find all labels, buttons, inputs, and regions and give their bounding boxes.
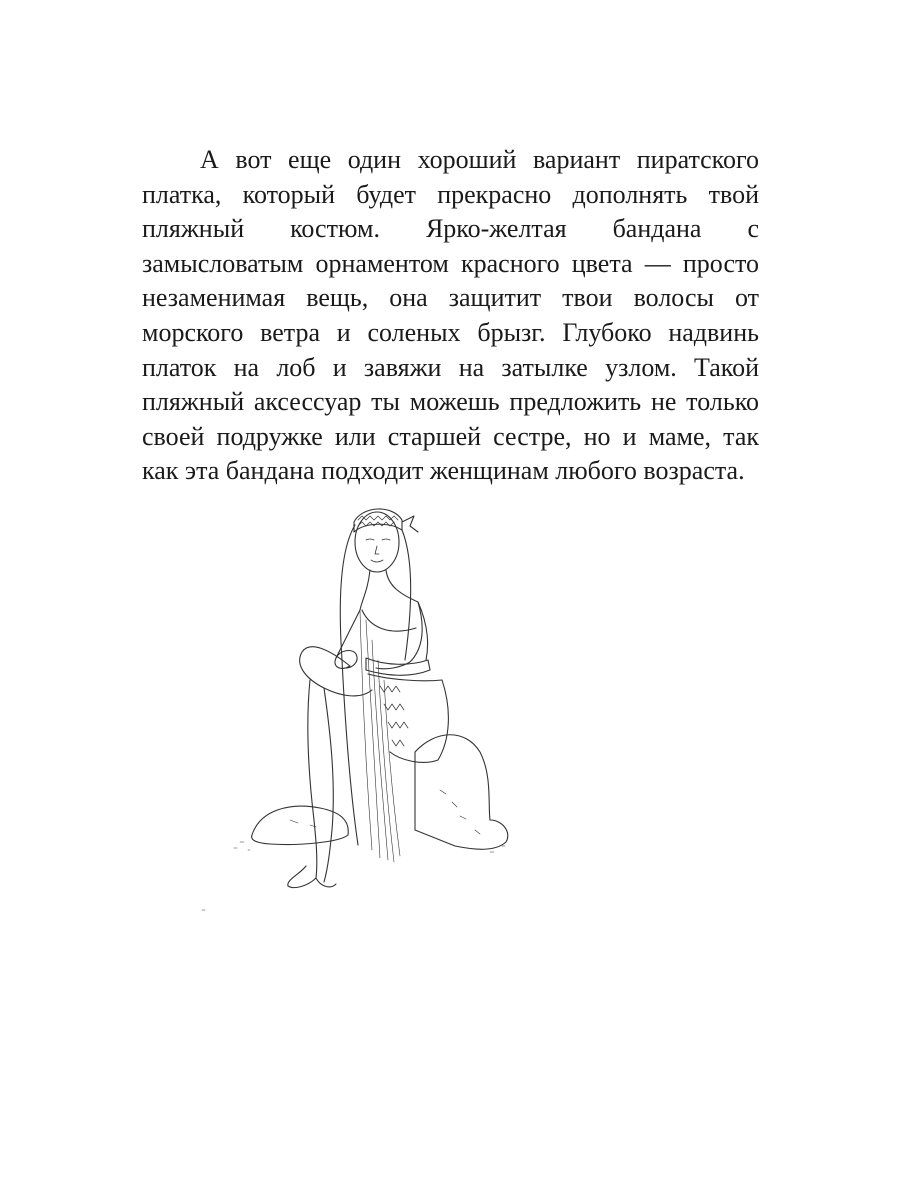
face (355, 512, 399, 572)
lower-leg (288, 680, 333, 888)
skirt (368, 674, 448, 762)
woman-on-rock-illustration (190, 490, 520, 920)
paragraph-line: А вот еще один хороший вариант пиратского (200, 145, 759, 174)
facial-features (366, 539, 390, 562)
paragraph-line: пляжный аксессуар ты можешь предложить не только (142, 387, 759, 417)
paragraph-line: платка, который будет прекрасно дополнять твой (142, 179, 759, 209)
skirt-trim (380, 686, 408, 746)
bandana-knot (402, 516, 418, 532)
rock-right (415, 735, 508, 850)
paragraph-line: пляжный костюм. Ярко-желтая бандана с (142, 214, 759, 244)
paragraph-line: платок на лоб и завяжи на затылке узлом. Такой (142, 352, 759, 382)
paragraph-line: незаменимая вещь, она защитит твои волосы от (142, 283, 759, 313)
foot (316, 878, 336, 887)
body-paragraph (142, 143, 759, 489)
paragraph-line: как эта бандана подходит женщинам любого возраста. (142, 456, 745, 486)
hair-outline (340, 525, 410, 845)
arm (335, 602, 422, 669)
ground-specks (202, 842, 505, 910)
paragraph-line: морского ветра и соленых брызг. Глубоко надвинь (142, 317, 759, 347)
paragraph-line: замысловатым орнаментом красного цвета — просто (142, 248, 759, 278)
rock-left (252, 806, 349, 844)
paragraph-line: своей подружке или старшей сестре, но и маме, так (142, 421, 759, 451)
hand (336, 651, 357, 668)
torso (360, 570, 428, 660)
hair-strands (360, 610, 400, 862)
